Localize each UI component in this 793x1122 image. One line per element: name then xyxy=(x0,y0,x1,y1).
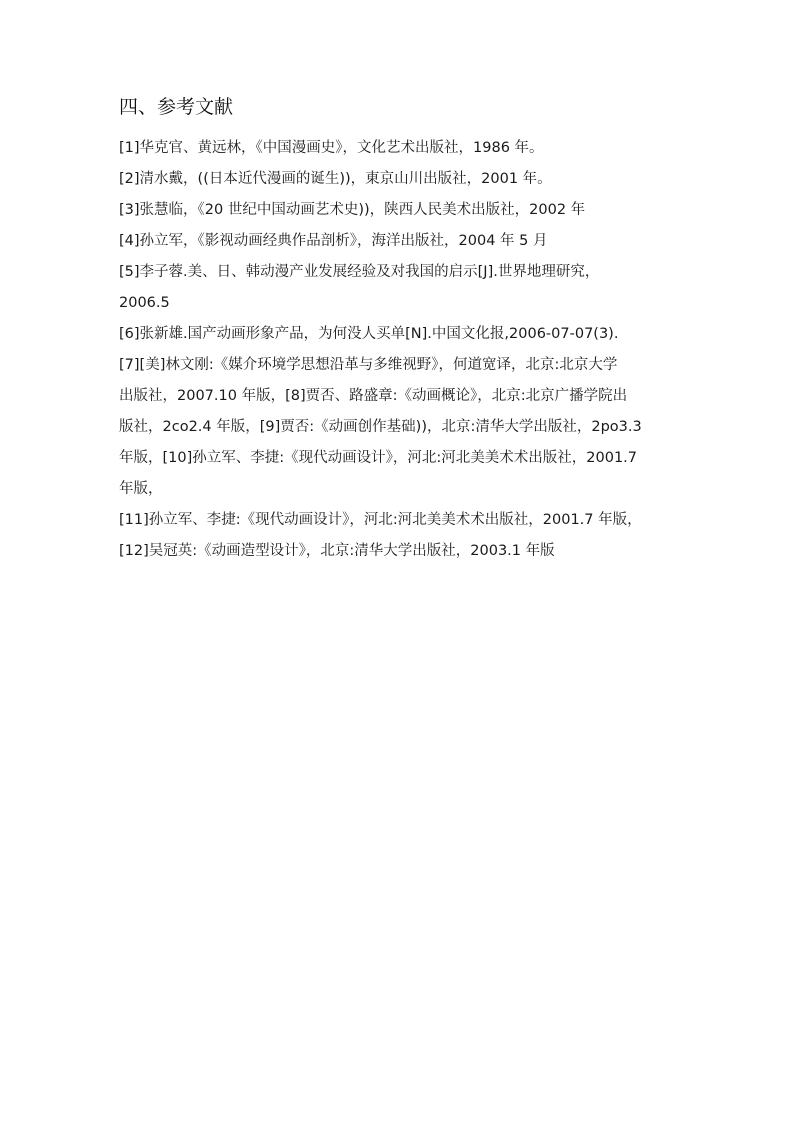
reference-line: 年版， xyxy=(119,481,163,497)
reference-line: 版社，2co2.4 年版，[9]贾否:《动画创作基础))，北京:清华大学出版社，2po3.3 xyxy=(119,419,642,435)
reference-line: [6]张新雄.国产动画形象产品，为何没人买单[N].中国文化报,2006-07-07(3). xyxy=(119,326,619,342)
reference-line: [7][美]林文刚:《媒介环境学思想沿革与多维视野》，何道宽译，北京:北京大学 xyxy=(119,357,618,373)
reference-line: [12]吴冠英:《动画造型设计》，北京:清华大学出版社，2003.1 年版 xyxy=(119,543,555,559)
reference-line: 2006.5 xyxy=(119,295,170,311)
reference-line: [11]孙立军、李捷:《现代动画设计》，河北:河北美美术术出版社，2001.7 年版， xyxy=(119,512,642,528)
reference-line: [5]李子蓉.美、日、韩动漫产业发展经验及对我国的启示[J].世界地理研究， xyxy=(119,264,600,280)
reference-line: [1]华克官、黄远林，《中国漫画史》，文化艺术出版社，1986 年。 xyxy=(119,140,544,156)
reference-line: 年版，[10]孙立军、李捷:《现代动画设计》，河北:河北美美术术出版社，2001.7 xyxy=(119,450,638,466)
reference-line: [3]张慧临，《20 世纪中国动画艺术史))，陕西人民美术出版社，2002 年 xyxy=(119,202,586,218)
reference-line: 出版社，2007.10 年版，[8]贾否、路盛章:《动画概论》，北京:北京广播学院出 xyxy=(119,388,628,404)
reference-line: [4]孙立军，《影视动画经典作品剖析》，海洋出版社，2004 年 5 月 xyxy=(119,233,548,249)
section-heading: 四、参考文献 xyxy=(119,96,234,118)
reference-line: [2]清水戴，((日本近代漫画的诞生))，東京山川出版社，2001 年。 xyxy=(119,171,552,187)
